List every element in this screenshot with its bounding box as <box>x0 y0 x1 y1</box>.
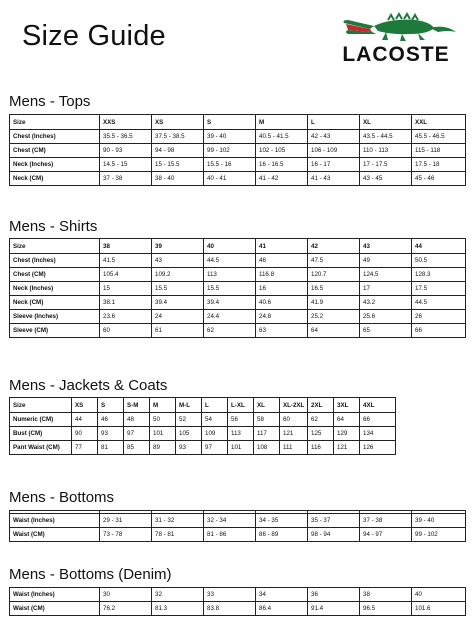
size-value-cell: 109 <box>202 427 228 441</box>
table-header-row <box>10 239 466 254</box>
size-value-cell: 15.5 <box>152 282 204 296</box>
size-value-cell: 16.5 <box>308 282 360 296</box>
size-value-cell: 91.4 <box>308 602 360 616</box>
size-value-cell: 25.6 <box>360 310 412 324</box>
size-value-cell: 36 <box>308 588 360 602</box>
measurement-label: Chest (Inches) <box>10 130 100 144</box>
table-header-row <box>10 398 396 413</box>
size-value-cell: 45 - 46 <box>412 172 466 186</box>
size-value-cell: 46 <box>98 413 124 427</box>
size-value-cell: 43 <box>152 254 204 268</box>
size-value-cell: 120.7 <box>308 268 360 282</box>
table-row <box>10 528 466 542</box>
size-value-cell: 105.4 <box>100 268 152 282</box>
size-value-cell: 81.3 <box>152 602 204 616</box>
size-value-cell: 90 - 93 <box>100 144 152 158</box>
size-value-cell: L <box>308 115 360 130</box>
size-value-cell: 63 <box>256 324 308 338</box>
size-value-cell: XL <box>254 398 280 413</box>
measurement-label: Neck (CM) <box>10 172 100 186</box>
size-value-cell: 38 <box>100 239 152 254</box>
section-title-shirts: Mens - Shirts <box>9 218 98 235</box>
size-value-cell: 98 - 94 <box>308 528 360 542</box>
section-title-bottoms: Mens - Bottoms <box>9 489 115 506</box>
size-value-cell: XS <box>152 115 204 130</box>
size-value-cell: 66 <box>412 324 466 338</box>
table-row <box>10 144 466 158</box>
size-value-cell: 15 - 15.5 <box>152 158 204 172</box>
size-value-cell: 34 <box>256 588 308 602</box>
size-value-cell: 42 <box>308 239 360 254</box>
size-value-cell: 97 <box>124 427 150 441</box>
size-value-cell: 111 <box>280 441 308 455</box>
size-value-cell: 97 <box>202 441 228 455</box>
size-value-cell: 78 - 81 <box>152 528 204 542</box>
size-value-cell: 73 - 78 <box>100 528 152 542</box>
size-value-cell: 85 <box>124 441 150 455</box>
size-value-cell: 46 <box>256 254 308 268</box>
table-header-row <box>10 115 466 130</box>
size-value-cell: 52 <box>176 413 202 427</box>
size-value-cell: 124.5 <box>360 268 412 282</box>
size-value-cell: 99 - 102 <box>204 144 256 158</box>
size-value-cell: 126 <box>360 441 396 455</box>
size-value-cell: XL-2XL <box>280 398 308 413</box>
table-row <box>10 310 466 324</box>
size-value-cell: 117 <box>254 427 280 441</box>
brand-wordmark: LACOSTE <box>342 43 450 66</box>
size-value-cell: 40 <box>204 239 256 254</box>
size-value-cell: 50.5 <box>412 254 466 268</box>
size-value-cell: 43.5 - 44.5 <box>360 130 412 144</box>
size-value-cell: 77 <box>72 441 98 455</box>
size-value-cell: 43 <box>360 239 412 254</box>
size-value-cell: 39.4 <box>152 296 204 310</box>
size-value-cell: L <box>202 398 228 413</box>
table-row <box>10 324 466 338</box>
size-value-cell: 17 <box>360 282 412 296</box>
size-value-cell: 106 - 109 <box>308 144 360 158</box>
size-value-cell: 37.5 - 38.5 <box>152 130 204 144</box>
size-value-cell: 64 <box>308 324 360 338</box>
size-value-cell: 44.5 <box>412 296 466 310</box>
size-value-cell: 16 - 17 <box>308 158 360 172</box>
size-value-cell: 23.6 <box>100 310 152 324</box>
size-value-cell: 66 <box>360 413 396 427</box>
size-value-cell: 2XL <box>308 398 334 413</box>
measurement-label: Sleeve (CM) <box>10 324 100 338</box>
size-value-cell: 86.4 <box>256 602 308 616</box>
measurement-label: Waist (Inches) <box>10 588 100 602</box>
size-value-cell: 48 <box>124 413 150 427</box>
size-value-cell: 96.5 <box>360 602 412 616</box>
size-value-cell: 83.8 <box>204 602 256 616</box>
size-value-cell: 3XL <box>334 398 360 413</box>
size-value-cell: 128.3 <box>412 268 466 282</box>
size-value-cell: 31 - 32 <box>152 514 204 528</box>
page-title: Size Guide <box>22 20 166 52</box>
size-table-bottoms <box>9 510 466 542</box>
size-value-cell: 58 <box>254 413 280 427</box>
size-table-shirts <box>9 238 466 338</box>
size-value-cell: 39.4 <box>204 296 256 310</box>
size-value-cell: 15.5 - 16 <box>204 158 256 172</box>
size-value-cell: 42 - 43 <box>308 130 360 144</box>
table-row <box>10 130 466 144</box>
size-value-cell: M <box>256 115 308 130</box>
size-value-cell: 90 <box>72 427 98 441</box>
size-value-cell: 116 <box>308 441 334 455</box>
table-row <box>10 254 466 268</box>
table-row <box>10 268 466 282</box>
size-value-cell: 17.5 - 18 <box>412 158 466 172</box>
measurement-label: Numeric (CM) <box>10 413 72 427</box>
size-value-cell: M <box>150 398 176 413</box>
size-value-cell: 41.9 <box>308 296 360 310</box>
size-value-cell: XL <box>360 115 412 130</box>
measurement-label: Chest (CM) <box>10 268 100 282</box>
size-value-cell: 40 - 41 <box>204 172 256 186</box>
size-value-cell: 47.5 <box>308 254 360 268</box>
size-value-cell: 44 <box>72 413 98 427</box>
measurement-label: Waist (CM) <box>10 602 100 616</box>
size-value-cell: 37 - 38 <box>100 172 152 186</box>
size-value-cell: 65 <box>360 324 412 338</box>
size-value-cell: 16 <box>256 282 308 296</box>
size-value-cell: 110 - 113 <box>360 144 412 158</box>
table-row <box>10 296 466 310</box>
size-value-cell: 76.2 <box>100 602 152 616</box>
size-header-cell: Size <box>10 239 100 254</box>
size-value-cell: 34 - 35 <box>256 514 308 528</box>
size-value-cell: 101.6 <box>412 602 466 616</box>
size-value-cell: 39 - 40 <box>204 130 256 144</box>
size-value-cell: 15.5 <box>204 282 256 296</box>
size-value-cell: 60 <box>280 413 308 427</box>
table-row <box>10 427 396 441</box>
size-value-cell: 41 - 43 <box>308 172 360 186</box>
measurement-label: Sleeve (Inches) <box>10 310 100 324</box>
size-value-cell: 121 <box>334 441 360 455</box>
size-value-cell: L-XL <box>228 398 254 413</box>
crocodile-icon <box>330 10 462 44</box>
size-value-cell: S <box>204 115 256 130</box>
section-title-jackets: Mens - Jackets & Coats <box>9 377 168 394</box>
table-row <box>10 588 466 602</box>
size-value-cell: 64 <box>334 413 360 427</box>
measurement-label: Pant Waist (CM) <box>10 441 72 455</box>
table-row <box>10 602 466 616</box>
size-value-cell: 86 - 89 <box>256 528 308 542</box>
size-value-cell: 93 <box>176 441 202 455</box>
size-value-cell: 49 <box>360 254 412 268</box>
size-value-cell: 32 <box>152 588 204 602</box>
size-value-cell: 61 <box>152 324 204 338</box>
size-value-cell: 101 <box>228 441 254 455</box>
size-value-cell: 25.2 <box>308 310 360 324</box>
size-value-cell: 16 - 16.5 <box>256 158 308 172</box>
size-value-cell: 121 <box>280 427 308 441</box>
table-row <box>10 441 396 455</box>
measurement-label: Waist (CM) <box>10 528 100 542</box>
size-value-cell: S <box>98 398 124 413</box>
size-value-cell: 115 - 118 <box>412 144 466 158</box>
table-row <box>10 158 466 172</box>
size-value-cell: 38 <box>360 588 412 602</box>
size-value-cell: 32 - 34 <box>204 514 256 528</box>
size-table-bottoms-denim <box>9 587 466 616</box>
size-value-cell: 29 - 31 <box>100 514 152 528</box>
measurement-label: Neck (CM) <box>10 296 100 310</box>
table-row <box>10 282 466 296</box>
size-value-cell: 40.6 <box>256 296 308 310</box>
size-value-cell: 37 - 38 <box>360 514 412 528</box>
size-value-cell: 30 <box>100 588 152 602</box>
size-value-cell: 40.5 - 41.5 <box>256 130 308 144</box>
section-title-tops: Mens - Tops <box>9 93 91 110</box>
size-value-cell: 129 <box>334 427 360 441</box>
size-value-cell: 44 <box>412 239 466 254</box>
size-value-cell: 24 <box>152 310 204 324</box>
size-value-cell: 39 <box>152 239 204 254</box>
size-value-cell: 113 <box>228 427 254 441</box>
brand-logo <box>330 10 462 72</box>
size-value-cell: XXL <box>412 115 466 130</box>
size-value-cell: 102 - 105 <box>256 144 308 158</box>
size-value-cell: 81 <box>98 441 124 455</box>
size-value-cell: 24.4 <box>204 310 256 324</box>
size-value-cell: 45.5 - 46.5 <box>412 130 466 144</box>
size-table-tops <box>9 114 466 186</box>
size-value-cell: 62 <box>308 413 334 427</box>
size-value-cell: 62 <box>204 324 256 338</box>
size-value-cell: 105 <box>176 427 202 441</box>
size-value-cell: 41.5 <box>100 254 152 268</box>
size-value-cell: 50 <box>150 413 176 427</box>
size-value-cell: 15 <box>100 282 152 296</box>
size-value-cell: 35.5 - 36.5 <box>100 130 152 144</box>
size-value-cell: 60 <box>100 324 152 338</box>
section-title-bottoms-denim: Mens - Bottoms (Denim) <box>9 566 172 583</box>
size-header-cell: Size <box>10 398 72 413</box>
size-value-cell: 17 - 17.5 <box>360 158 412 172</box>
size-value-cell: 54 <box>202 413 228 427</box>
size-value-cell: 108 <box>254 441 280 455</box>
size-value-cell: 89 <box>150 441 176 455</box>
size-value-cell: 113 <box>204 268 256 282</box>
size-value-cell: 26 <box>412 310 466 324</box>
size-value-cell: 4XL <box>360 398 396 413</box>
size-value-cell: S-M <box>124 398 150 413</box>
measurement-label: Waist (Inches) <box>10 514 100 528</box>
size-value-cell: 24.8 <box>256 310 308 324</box>
size-value-cell: 56 <box>228 413 254 427</box>
size-table-jackets <box>9 397 396 455</box>
size-value-cell: 99 - 102 <box>412 528 466 542</box>
measurement-label: Neck (Inches) <box>10 158 100 172</box>
size-value-cell: 17.5 <box>412 282 466 296</box>
size-value-cell: 101 <box>150 427 176 441</box>
size-value-cell: 125 <box>308 427 334 441</box>
table-row <box>10 413 396 427</box>
size-value-cell: 41 - 42 <box>256 172 308 186</box>
size-value-cell: 38 - 40 <box>152 172 204 186</box>
size-value-cell: M-L <box>176 398 202 413</box>
size-value-cell: 44.5 <box>204 254 256 268</box>
size-value-cell: 33 <box>204 588 256 602</box>
size-value-cell: 93 <box>98 427 124 441</box>
measurement-label: Chest (Inches) <box>10 254 100 268</box>
size-value-cell: 81 - 86 <box>204 528 256 542</box>
measurement-label: Chest (CM) <box>10 144 100 158</box>
size-header-cell: Size <box>10 115 100 130</box>
size-value-cell: 14.5 - 15 <box>100 158 152 172</box>
size-value-cell: XXS <box>100 115 152 130</box>
table-row <box>10 514 466 528</box>
size-value-cell: 94 - 98 <box>152 144 204 158</box>
size-value-cell: 43 - 45 <box>360 172 412 186</box>
measurement-label: Bust (CM) <box>10 427 72 441</box>
size-value-cell: 94 - 97 <box>360 528 412 542</box>
table-row <box>10 172 466 186</box>
size-value-cell: 40 <box>412 588 466 602</box>
size-value-cell: 38.1 <box>100 296 152 310</box>
measurement-label: Neck (Inches) <box>10 282 100 296</box>
size-value-cell: 109.2 <box>152 268 204 282</box>
size-value-cell: 116.8 <box>256 268 308 282</box>
size-value-cell: 43.2 <box>360 296 412 310</box>
size-value-cell: 134 <box>360 427 396 441</box>
size-value-cell: 41 <box>256 239 308 254</box>
size-value-cell: 35 - 37 <box>308 514 360 528</box>
size-value-cell: 39 - 40 <box>412 514 466 528</box>
size-value-cell: XS <box>72 398 98 413</box>
